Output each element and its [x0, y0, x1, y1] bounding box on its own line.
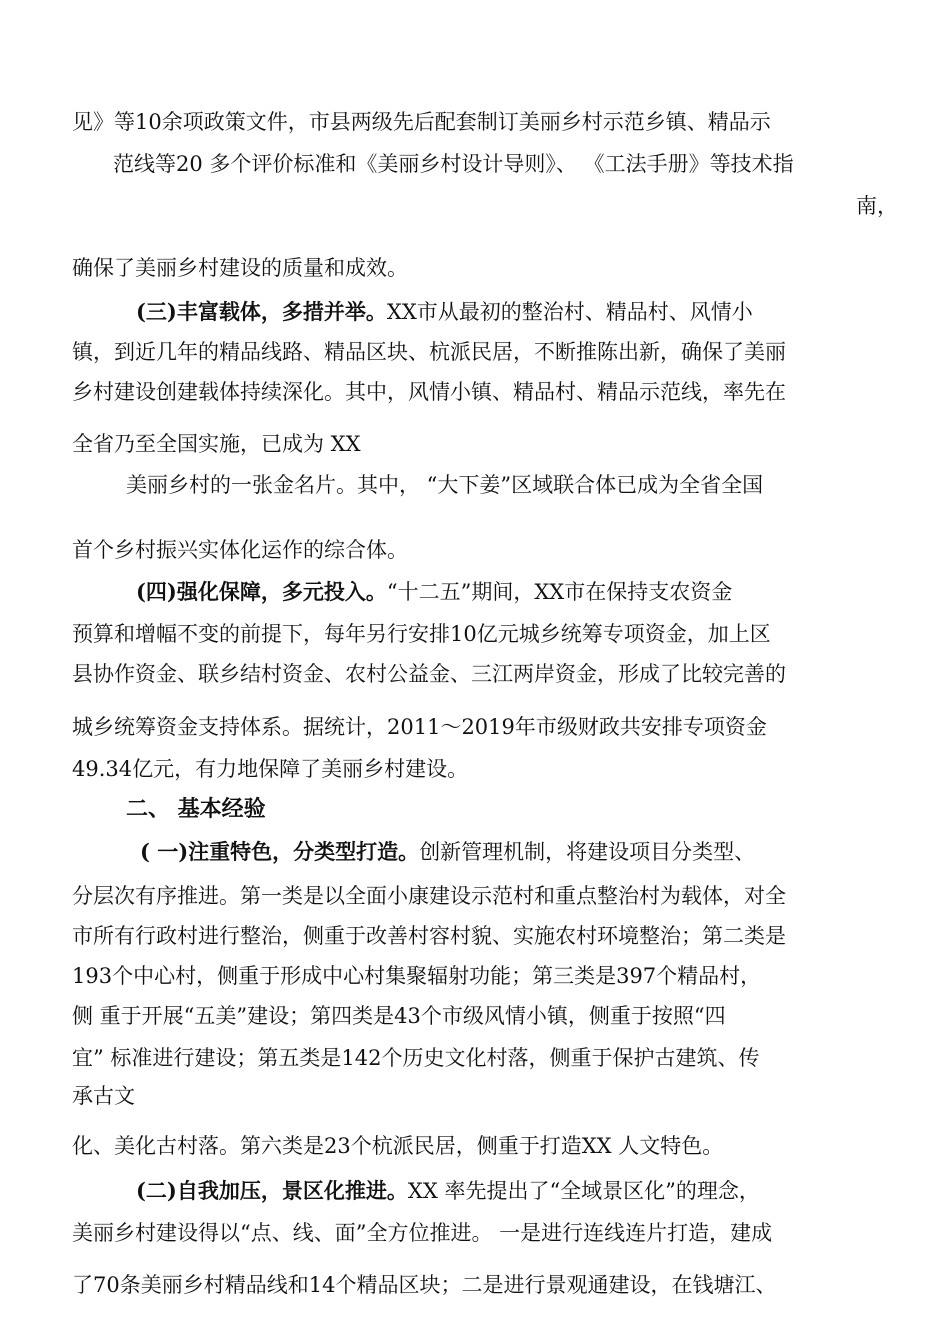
section-heading: 二、 基本经验	[126, 797, 266, 822]
text-line: 预算和增幅不变的前提下，每年另行安排10亿元城乡统筹专项资金，加上区	[72, 622, 771, 646]
heading-s2: (二)自我加压，景区化推进。	[136, 1178, 408, 1203]
text-line: 城乡统筹资金支持体系。据统计，2011～2019年市级财政共安排专项资金	[72, 715, 767, 739]
text-line: 承古文	[72, 1084, 135, 1108]
text-line: 化、美化古村落。第六类是23个杭派民居，侧重于打造XX 人文特色。	[72, 1134, 724, 1158]
text-line: “十二五”期间，XX市在保持支农资金	[386, 580, 733, 604]
text-line: 县协作资金、联乡结村资金、农村公益金、三江两岸资金，形成了比较完善的	[72, 662, 786, 686]
text-line: XX市从最初的整治村、精品村、风情小	[386, 300, 753, 324]
paragraph-s1	[140, 838, 755, 866]
heading-s1: ( 一)注重特色，分类型打造。	[140, 839, 420, 864]
text-line: 宜” 标准进行建设；第五类是142个历史文化村落，侧重于保护古建筑、传	[72, 1046, 760, 1070]
heading-3: (三)丰富载体，多措并举。	[136, 299, 387, 324]
text-line: 乡村建设创建载体持续深化。其中，风情小镇、精品村、精品示范线，率先在	[72, 380, 786, 404]
heading-4: (四)强化保障，多元投入。	[136, 579, 387, 604]
text-line: 美丽乡村的一张金名片。其中， “大下姜”区域联合体已成为全省全国	[126, 473, 764, 497]
text-line: 49.34亿元，有力地保障了美丽乡村建设。	[72, 757, 469, 781]
text-line: 首个乡村振兴实体化运作的综合体。	[72, 538, 408, 562]
paragraph-3	[136, 298, 753, 326]
paragraph-s2	[136, 1177, 760, 1205]
text-line: 见》等10余项政策文件，市县两级先后配套制订美丽乡村示范乡镇、精品示	[72, 110, 771, 134]
text-line: 范线等20 多个评价标准和《美丽乡村设计导则》、 《工法手册》等技术指	[113, 152, 794, 176]
text-line: 193个中心村，侧重于形成中心村集聚辐射功能；第三类是397个精品村，	[72, 964, 762, 988]
paragraph-4	[136, 578, 732, 606]
text-line: 南，	[856, 194, 898, 218]
text-line: 镇，到近几年的精品线路、精品区块、杭派民居，不断推陈出新，确保了美丽	[72, 340, 786, 364]
text-line: 分层次有序推进。第一类是以全面小康建设示范村和重点整治村为载体，对全	[72, 884, 786, 908]
text-line: 侧 重于开展“五美”建设；第四类是43个市级风情小镇，侧重于按照“四	[72, 1004, 726, 1028]
text-line: XX 率先提出了“全域景区化”的理念，	[407, 1179, 760, 1203]
text-line: 创新管理机制，将建设项目分类型、	[419, 840, 756, 864]
text-line: 市所有行政村进行整治，侧重于改善村容村貌、实施农村环境整治；第二类是	[72, 924, 786, 948]
text-line: 美丽乡村建设得以“点、线、面”全方位推进。 一是进行连线连片打造，建成	[72, 1221, 773, 1245]
text-line: 全省乃至全国实施，已成为 XX	[72, 432, 361, 456]
text-line: 确保了美丽乡村建设的质量和成效。	[72, 256, 408, 280]
text-line: 了70条美丽乡村精品线和14个精品区块；二是进行景观通建设，在钱塘江、	[72, 1273, 777, 1297]
